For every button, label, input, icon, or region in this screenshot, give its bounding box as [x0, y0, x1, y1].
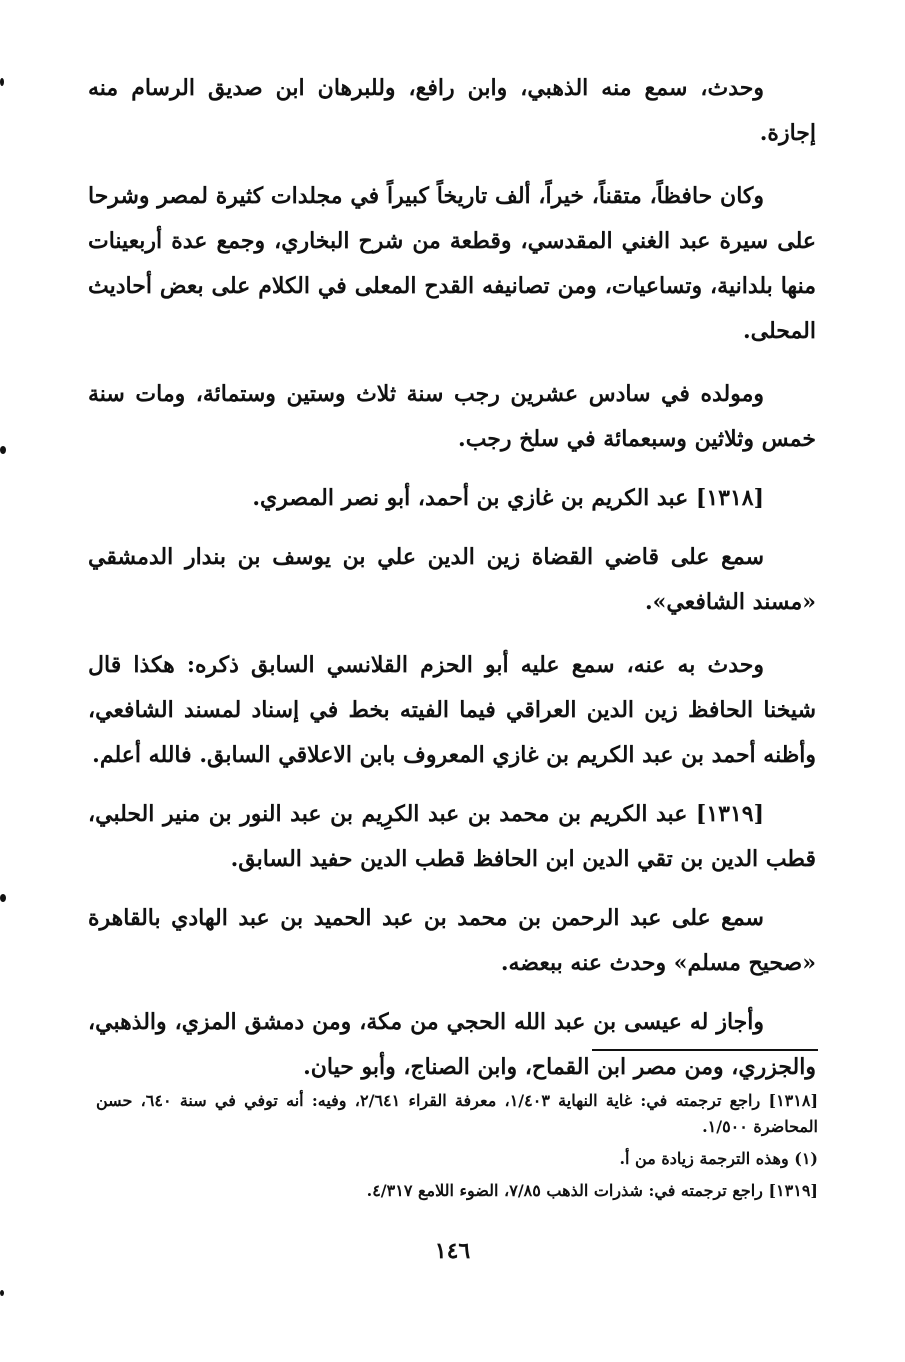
scan-speck: [0, 446, 6, 454]
scan-speck: [0, 894, 6, 902]
entry-1319-heading: [١٣١٩] عبد الكريم بن محمد بن عبد الكرِيم بن عبد النور بن منير الحلبي، قطب الدين بن تقي الدين ابن الحافظ قطب الدين حفيد السابق.: [88, 801, 816, 872]
paragraph-intro: وحدث، سمع منه الذهبي، وابن رافع، وللبرهان ابن صديق الرسام منه إجازة.: [88, 75, 816, 146]
paragraph-1318-hearing: سمع على قاضي القضاة زين الدين علي بن يوسف بن بندار الدمشقي «مسند الشافعي».: [88, 544, 816, 615]
page-number: ١٤٦: [434, 1238, 471, 1264]
paragraph-1319-licenses: وأجاز له عيسى بن عبد الله الحجي من مكة، ومن دمشق المزي، والذهبي، والجزري، ومن مصر ابن القماح، وابن الصناج، وأبو حيان.: [88, 1009, 816, 1080]
paragraph-1318-narration: وحدث به عنه، سمع عليه أبو الحزم القلانسي السابق ذكره: هكذا قال شيخنا الحافظ زين الدين العراقي فيما الفيته بخط في إسناد لمسند الشافعي، وأظنه أحمد بن عبد الكريم بن غازي المعروف بابن الاعلاقي السابق. فالله أعلم.: [88, 652, 817, 768]
footnote-divider: [592, 1049, 818, 1051]
footnotes: [96, 1088, 818, 1204]
entry-1318-heading: [١٣١٨] عبد الكريم بن غازي بن أحمد، أبو نصر المصري.: [252, 485, 764, 511]
scan-speck: [0, 1290, 4, 1296]
main-text: [88, 66, 816, 1090]
paragraph-works: وكان حافظاً، متقناً، خيراً، ألف تاريخاً كبيراً في مجلدات كثيرة لمصر وشرحا على سيرة عبد الغني المقدسي، وقطعة من شرح البخاري، وجمع عدة أربعينات منها بلدانية، وتساعيات، ومن تصانيفه القدح المعلى في الكلام على بعض أحاديث المحلى.: [88, 183, 816, 344]
footnote-1318: [١٣١٨] راجع ترجمته في: غاية النهاية ١/٤٠٣، معرفة القراء ٢/٦٤١، وفيه: أنه توفي في سنة ٦٤٠، حسن المحاضرة ١/٥٠٠.: [96, 1091, 819, 1136]
paragraph-birth-death: ومولده في سادس عشرين رجب سنة ثلاث وستين وستمائة، ومات سنة خمس وثلاثين وسبعمائة في سلخ رجب.: [88, 381, 816, 452]
paragraph-1319-hearing: سمع على عبد الرحمن بن محمد بن عبد الحميد بن عبد الهادي بالقاهرة «صحيح مسلم» وحدث عنه ببعضه.: [88, 905, 816, 976]
scan-speck: [0, 78, 4, 86]
footnote-1319: [١٣١٩] راجع ترجمته في: شذرات الذهب ٧/٨٥، الضوء اللامع ٤/٣١٧.: [366, 1181, 818, 1200]
footnote-note-1: (١) وهذه الترجمة زيادة من أ.: [619, 1149, 818, 1168]
